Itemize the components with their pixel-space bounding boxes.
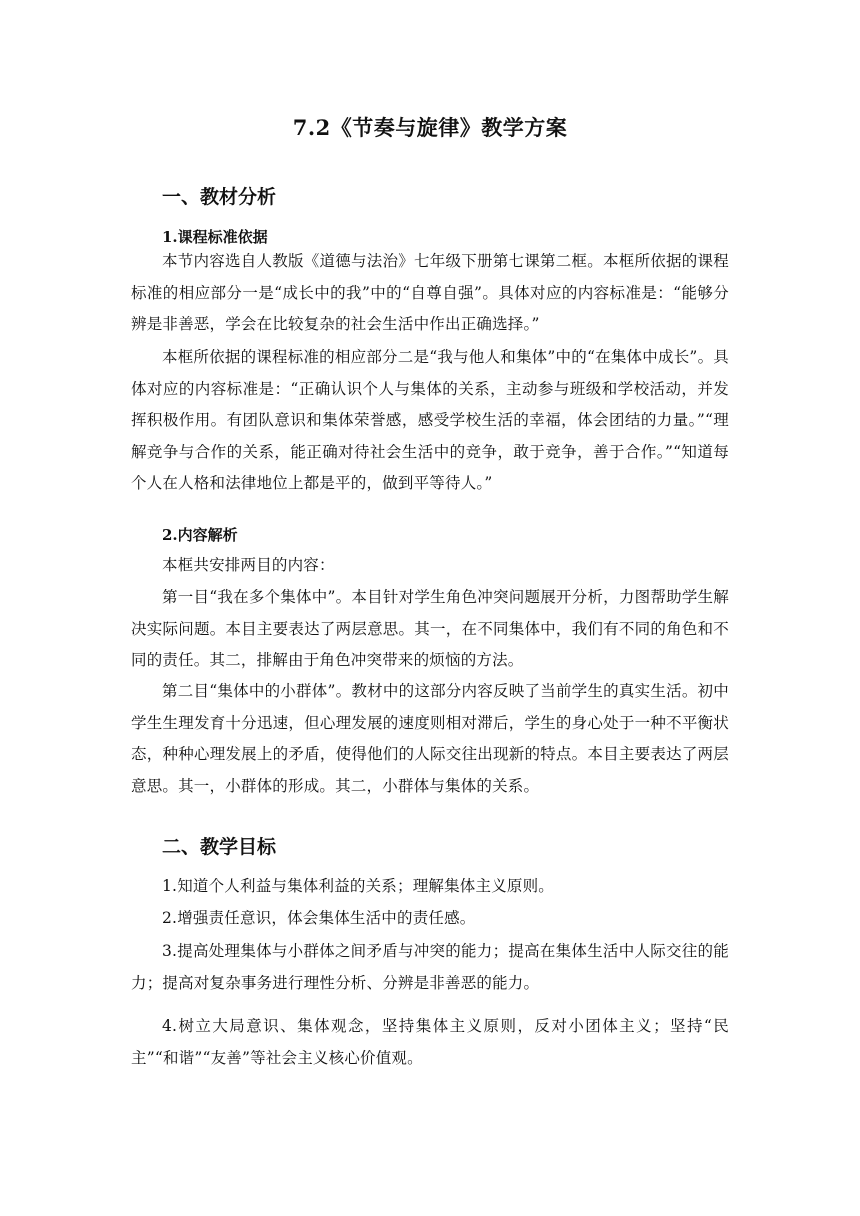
paragraph [131, 550, 729, 582]
paragraph [131, 246, 729, 341]
paragraph [131, 342, 729, 500]
paragraph-text: 第二目“集体中的小群体”。教材中的这部分内容反映了当前学生的真实生活。初中学生生理发育十分迅速，但心理发展的速度则相对滞后，学生的身心处于一种不平衡状态，种种心理发展上的矛盾，使得他们的人际交往出现新的特点。本目主要表达了两层意思。其一，小群体的形成。其二，小群体与集体的关系。 [131, 682, 729, 795]
page-title: 7.2《节奏与旋律》教学方案 [292, 115, 568, 140]
subsection-heading-curriculum-basis: 1.课程标准依据 [162, 228, 268, 246]
objective-item: 3.提高处理集体与小群体之间矛盾与冲突的能力；提高在集体生活中人际交往的能力；提高对复杂事务进行理性分析、分辨是非善恶的能力。 [131, 942, 729, 992]
paragraph-text: 本框共安排两目的内容： [162, 556, 335, 574]
section-heading-textbook-analysis: 一、教材分析 [162, 186, 277, 208]
objective-item: 4.树立大局意识、集体观念，坚持集体主义原则，反对小团体主义；坚持“民主”“和谐”“友善”等社会主义核心价值观。 [131, 1017, 729, 1067]
objective-item: 1.知道个人利益与集体利益的关系；理解集体主义原则。 [162, 877, 554, 895]
subsection-heading-content-analysis: 2.内容解析 [162, 526, 238, 544]
paragraph [131, 582, 729, 677]
paragraph-text: 本框所依据的课程标准的相应部分二是“我与他人和集体”中的“在集体中成长”。具体对应的内容标准是：“正确认识个人与集体的关系，主动参与班级和学校活动，并发挥积极作用。有团队意识和集体荣誉感，感受学校生活的幸福，体会团结的力量。”“理解竞争与合作的关系，能正确对待社会生活中的竞争，敢于竞争，善于合作。”“知道每个人在人格和法律地位上都是平的，做到平等待人。” [131, 348, 729, 492]
paragraph-text: 本节内容选自人教版《道德与法治》七年级下册第七课第二框。本框所依据的课程标准的相应部分一是“成长中的我”中的“自尊自强”。具体对应的内容标准是：“能够分辨是非善恶，学会在比较复杂的社会生活中作出正确选择。” [131, 252, 729, 333]
objective-item: 2.增强责任意识，体会集体生活中的责任感。 [162, 909, 476, 927]
paragraph-text: 第一目“我在多个集体中”。本目针对学生角色冲突问题展开分析，力图帮助学生解决实际问题。本目主要表达了两层意思。其一，在不同集体中，我们有不同的角色和不同的责任。其二，排解由于角色冲突带来的烦恼的方法。 [131, 588, 729, 669]
section-heading-teaching-objectives: 二、教学目标 [162, 836, 277, 858]
paragraph [131, 676, 729, 802]
